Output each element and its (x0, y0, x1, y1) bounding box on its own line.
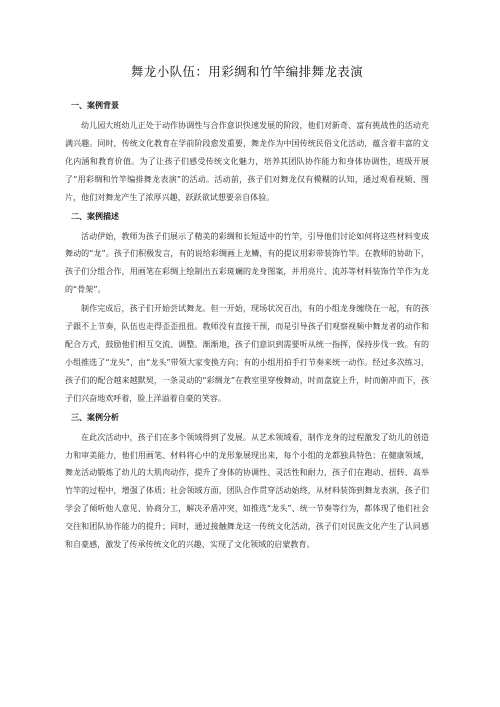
section-analysis (65, 412, 429, 554)
section-heading: 二、案例描述 (71, 211, 119, 221)
paragraph: 制作完成后，孩子们开始尝试舞龙。但一开始，现场状况百出，有的小组龙身缠绕在一起，有的孩子跟不上节奏，队伍也走得歪歪扭扭。教师没有直接干预，而是引导孩子们观察视频中舞龙者的动作和配合方式，鼓励他们相互交流、调整。渐渐地，孩子们意识到需要听从统一指挥，保持步伐一致。有的小组推选了“龙头”，由“龙头”带领大家变换方向；有的小组用拍手打节奏来统一动作。经过多次练习，孩子们的配合越来越默契，一条灵动的“彩绸龙”在教室里穿梭舞动，时而盘旋上升，时而俯冲而下，孩子们兴奋地欢呼着，脸上洋溢着自豪的笑容。 (65, 304, 429, 403)
document-title: 舞龙小队伍：用彩绸和竹竿编排舞龙表演 (130, 64, 364, 79)
section-background (65, 100, 429, 207)
section-heading: 一、案例背景 (71, 101, 119, 110)
paragraph: 幼儿园大班幼儿正处于动作协调性与合作意识快速发展的阶段，他们对新奇、富有挑战性的活动充满兴趣。同时，传统文化教育在学前阶段愈发重要，舞龙作为中国传统民俗文化活动，蕴含着丰富的文化内涵和教育价值。为了让孩子们感受传统文化魅力，培养其团队协作能力和身体协调性，班级开展了“用彩绸和竹竿编排舞龙表演”的活动。活动前，孩子们对舞龙仅有模糊的认知，通过观看视频、图片，他们对舞龙产生了浓厚兴趣，跃跃欲试想要亲自体验。 (65, 121, 429, 202)
paragraph: 活动伊始，教师为孩子们展示了精美的彩绸和长短适中的竹竿，引导他们讨论如何将这些材料变成舞动的“龙”。孩子们积极发言，有的说给彩绸画上龙鳞，有的提议用彩带装饰竹竿。在教师的协助下，孩子们分组合作，用画笔在彩绸上绘制出五彩斑斓的龙身图案，并用亮片、流苏等材料装饰竹竿作为龙的“骨架”。 (65, 231, 429, 295)
section-description (65, 211, 429, 408)
paragraph: 在此次活动中，孩子们在多个领域得到了发展。从艺术领域看，制作龙身的过程激发了幼儿的创造力和审美能力，他们用画笔、材料将心中的龙形象展现出来，每个小组的龙都独具特色；在健康领域，舞龙活动锻炼了幼儿的大肌肉动作，提升了身体的协调性、灵活性和耐力，孩子们在跑动、扭转、高举竹竿的过程中，增强了体质；社会领域方面，团队合作贯穿活动始终，从材料装饰到舞龙表演，孩子们学会了倾听他人意见、协商分工，解决矛盾冲突，如推选“龙头”、统一节奏等行为，都体现了他们社会交往和团队协作能力的提升；同时，通过接触舞龙这一传统文化活动，孩子们对民族文化产生了认同感和自豪感，激发了传承传统文化的兴趣，实现了文化领域的启蒙教育。 (65, 432, 429, 550)
section-heading: 三、案例分析 (71, 412, 119, 422)
